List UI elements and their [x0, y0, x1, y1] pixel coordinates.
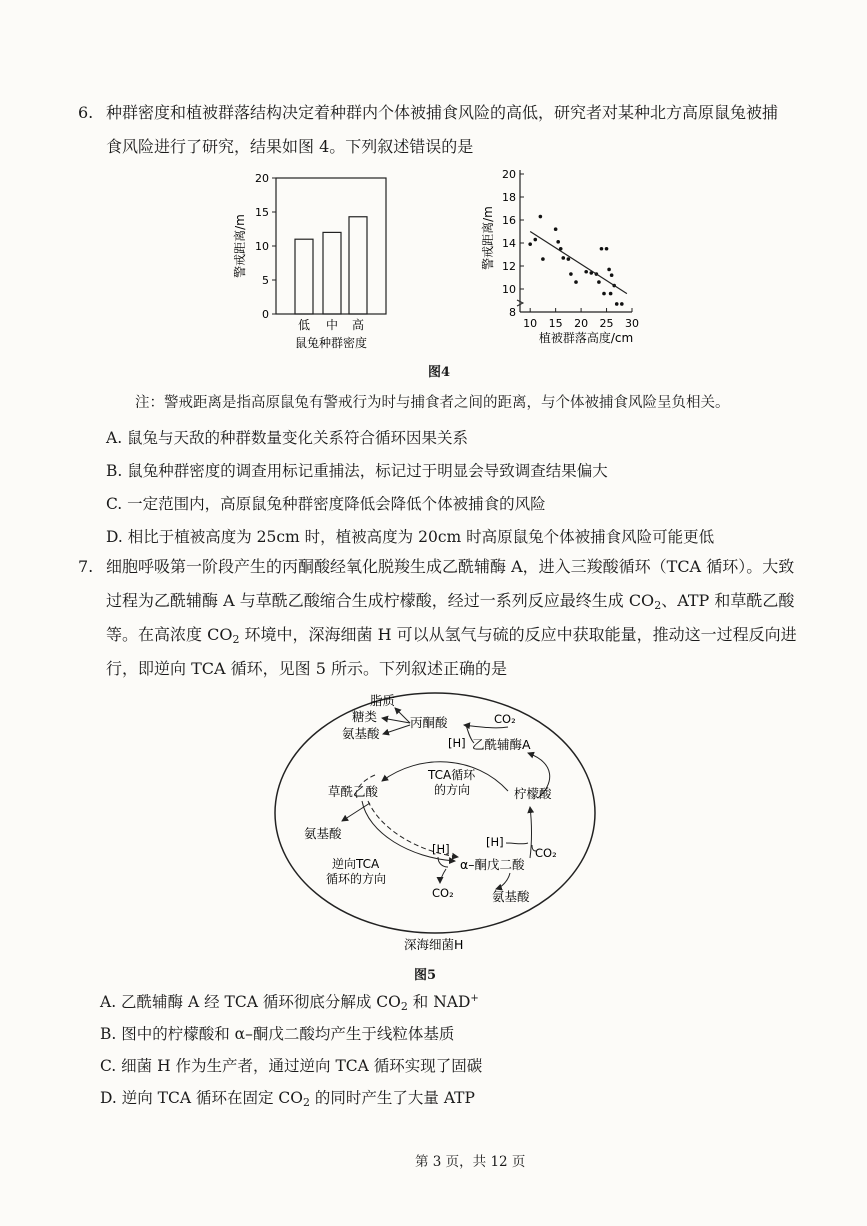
label-reverse-tca-1: 逆向TCA: [332, 857, 380, 871]
scatter-point-3: [541, 257, 545, 261]
q6-option-b: B. 鼠兔种群密度的调查用标记重捕法，标记过于明显会导致调查结果偏大: [106, 462, 608, 480]
scatter-y-axis-label: 警戒距离/m: [481, 206, 495, 270]
label-sugar: 糖类: [352, 709, 378, 724]
label-co2-right: CO₂: [535, 846, 557, 860]
q7-option-a: A. 乙酰辅酶 A 经 TCA 循环彻底分解成 $CO_2$ 和 NAD+: [100, 993, 479, 1013]
scatter-xtick-label-20: 20: [574, 317, 589, 330]
label-oxaloacetate: 草酰乙酸: [328, 784, 379, 799]
scatter-point-16: [602, 292, 606, 296]
q6-option-d: D. 相比于植被高度为 25cm 时，植被高度为 20cm 时高原鼠兔个体被捕食风险可能更低: [106, 528, 715, 546]
label-h-right: [H]: [486, 835, 504, 849]
page-footer: 第 3 页，共 12 页: [415, 1154, 526, 1170]
label-co2-bottom: CO₂: [432, 886, 454, 900]
scatter-xtick-label-25: 25: [599, 317, 614, 330]
q7-stem-line4: 行，即逆向 TCA 循环，见图 5 所示。下列叙述正确的是: [106, 659, 507, 678]
figure-4-caption: 图4: [428, 365, 451, 380]
scatter-trendline: [530, 232, 627, 294]
scatter-point-0: [528, 242, 532, 246]
bar-chart: [228, 168, 398, 353]
scatter-xtick-label-15: 15: [548, 317, 563, 330]
scatter-xtick-label-30: 30: [625, 317, 639, 330]
label-co2-top: CO₂: [494, 712, 516, 726]
bar-xtick-label-低: 低: [297, 318, 311, 332]
label-amino-top: 氨基酸: [342, 726, 380, 741]
bar-x-axis-label: 鼠兔种群密度: [294, 336, 368, 350]
scatter-x-axis-label: 植被群落高度/cm: [538, 331, 634, 345]
scatter-ytick-label-14: 14: [502, 237, 516, 250]
scatter-ytick-label-20: 20: [502, 168, 516, 181]
scatter-point-10: [574, 280, 578, 284]
bar-中: [323, 232, 341, 314]
bar-ytick-label-5: 5: [262, 274, 269, 287]
label-amino-left: 氨基酸: [304, 826, 342, 841]
scatter-point-19: [610, 273, 614, 277]
bar-xtick-label-中: 中: [325, 318, 339, 332]
scatter-point-22: [620, 302, 624, 306]
bar-ytick-label-0: 0: [262, 308, 269, 321]
q6-stem-line1: 种群密度和植被群落结构决定着种群内个体被捕食风险的高低，研究者对某种北方高原鼠兔被捕: [106, 103, 779, 122]
q7-option-d: D. 逆向 TCA 循环在固定 $CO_2$ 的同时产生了大量 ATP: [100, 1089, 475, 1109]
bar-高: [349, 217, 367, 314]
bar-ytick-label-15: 15: [255, 206, 269, 219]
q7-number: 7.: [78, 557, 94, 576]
label-amino-bottom: 氨基酸: [492, 889, 530, 904]
q7-stem-line3: 等。在高浓度 $CO_2$ 环境中，深海细菌 H 可以从氢气与硫的反应中获取能量，推动这一过程反向进: [106, 625, 797, 646]
q6-option-c: C. 一定范围内，高原鼠兔种群密度降低会降低个体被捕食的风险: [106, 495, 546, 513]
label-lipid: 脂质: [370, 693, 396, 708]
bar-y-axis-label: 警戒距离/m: [233, 214, 247, 278]
scatter-point-15: [600, 247, 604, 251]
scatter-point-8: [567, 257, 571, 261]
scatter-point-1: [533, 238, 537, 242]
label-akg: α–酮戊二酸: [460, 857, 525, 872]
scatter-point-18: [607, 268, 611, 272]
label-pyruvate: 丙酮酸: [410, 715, 448, 730]
scatter-point-17: [605, 247, 609, 251]
scatter-point-23: [609, 292, 613, 296]
bar-ytick-label-10: 10: [255, 240, 269, 253]
bar-xtick-label-高: 高: [351, 318, 365, 332]
label-h-bottom: [H]: [432, 842, 450, 856]
scatter-ytick-label-18: 18: [502, 191, 516, 204]
q7-option-b: B. 图中的柠檬酸和 α–酮戊二酸均产生于线粒体基质: [100, 1025, 455, 1043]
scatter-point-4: [554, 227, 558, 231]
scatter-point-9: [569, 272, 573, 276]
scatter-point-2: [539, 215, 543, 219]
scatter-ytick-label-16: 16: [502, 214, 516, 227]
q7-stem-line2: 过程为乙酰辅酶 A 与草酰乙酸缩合生成柠檬酸，经过一系列反应最终生成 $CO_2$、ATP 和草酰乙酸: [106, 591, 795, 612]
scatter-point-14: [597, 280, 601, 284]
q6-note: 注：警戒距离是指高原鼠兔有警戒行为时与捕食者之间的距离，与个体被捕食风险呈负相关。: [135, 395, 730, 411]
label-tca-direction-1: TCA循环: [428, 768, 476, 782]
bar-plot-frame: [276, 178, 386, 314]
label-reverse-tca-2: 循环的方向: [326, 872, 387, 886]
scatter-xtick-label-10: 10: [523, 317, 538, 330]
bar-低: [295, 239, 313, 314]
q7-option-c: C. 细菌 H 作为生产者，通过逆向 TCA 循环实现了固碳: [100, 1057, 483, 1075]
bar-ytick-label-20: 20: [255, 172, 269, 185]
scatter-ytick-label-8: 8: [509, 306, 516, 319]
figure-5-caption: 图5: [414, 968, 437, 983]
scatter-point-21: [615, 302, 619, 306]
scatter-chart: [478, 162, 648, 352]
scatter-point-11: [584, 270, 588, 274]
q6-stem-line2: 食风险进行了研究，结果如图 4。下列叙述错误的是: [106, 137, 474, 156]
label-citrate: 柠檬酸: [514, 786, 552, 801]
label-tca-direction-2: 的方向: [434, 783, 471, 797]
scatter-ytick-label-12: 12: [502, 260, 516, 273]
scatter-ytick-label-10: 10: [502, 283, 516, 296]
scatter-point-5: [556, 240, 560, 244]
label-h-top: [H]: [448, 736, 466, 750]
label-acetylcoa: 乙酰辅酶A: [472, 737, 531, 752]
q6-option-a: A. 鼠兔与天敌的种群数量变化关系符合循环因果关系: [106, 429, 469, 447]
scatter-point-7: [561, 256, 565, 260]
q6-number: 6.: [78, 103, 94, 122]
label-bacterium: 深海细菌H: [404, 937, 464, 952]
q7-stem-line1: 细胞呼吸第一阶段产生的丙酮酸经氧化脱羧生成乙酰辅酶 A，进入三羧酸循环（TCA 循环）。大致: [106, 557, 795, 576]
tca-diagram: [270, 683, 600, 961]
